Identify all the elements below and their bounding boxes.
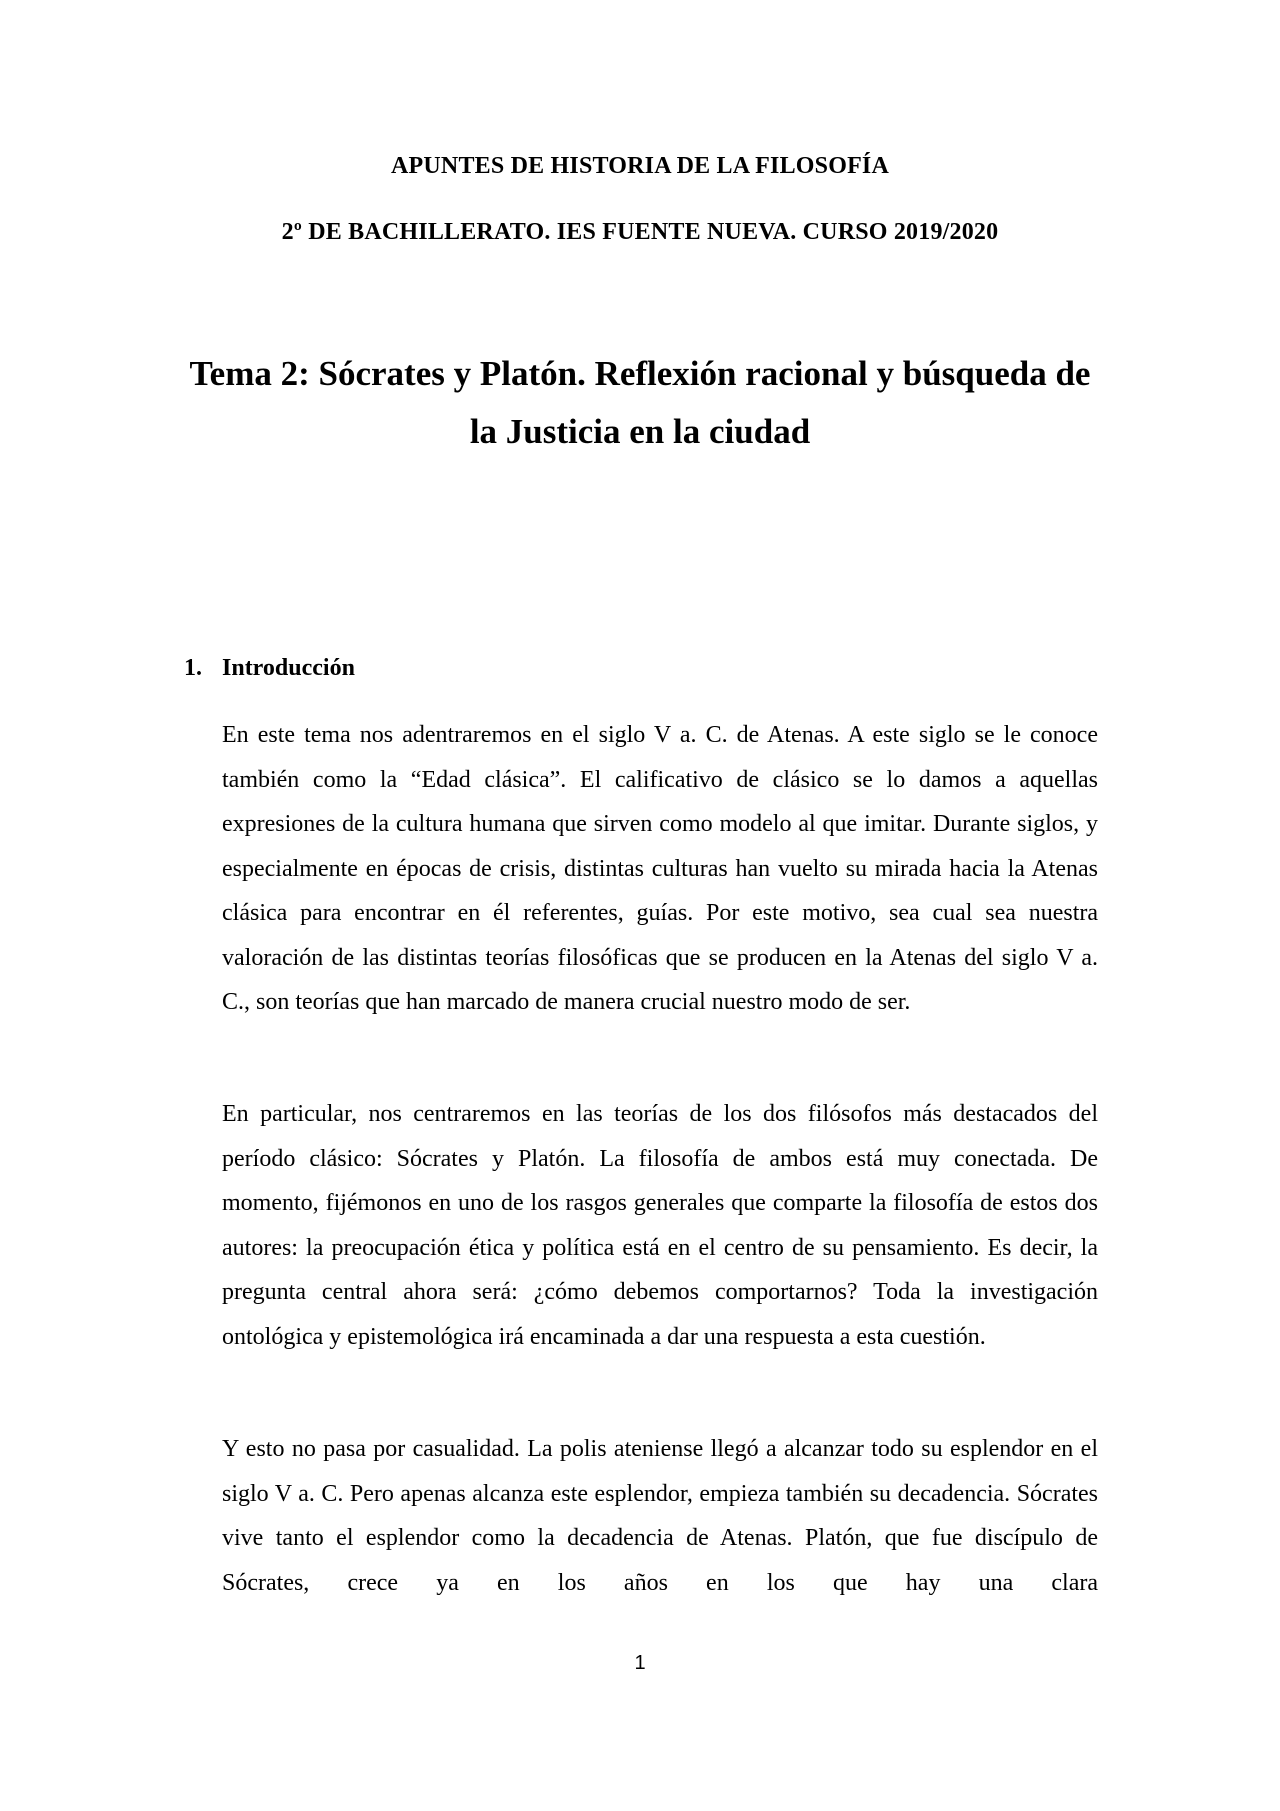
page-title-line-2: la Justicia en la ciudad	[469, 412, 811, 451]
course-header-subtitle: 2º DE BACHILLERATO. IES FUENTE NUEVA. CURSO 2019/2020	[281, 219, 999, 245]
section-heading-text: Introducción	[222, 655, 355, 681]
course-header-title: APUNTES DE HISTORIA DE LA FILOSOFÍA	[390, 153, 889, 179]
page-number: 1	[634, 1652, 646, 1674]
section-heading	[184, 655, 355, 682]
paragraph: En particular, nos centraremos en las teorías de los dos filósofos más destacados del período clásico: Sócrates y Platón. La filosofía de ambos está muy conectada. De momento, fijémonos en uno de los rasgos generales que comparte la filosofía de estos dos autores: la preocupación ética y política está en el centro de su pensamiento. Es decir, la pregunta central ahora será: ¿cómo debemos comportarnos? Toda la investigación ontológica y epistemológica irá encaminada a dar una respuesta a esta cuestión.	[222, 1101, 1098, 1350]
page-title	[140, 345, 1140, 461]
paragraph: Y esto no pasa por casualidad. La polis ateniense llegó a alcanzar todo su esplendor en el siglo V a. C. Pero apenas alcanza este esplendor, empieza también su decadencia. Sócrates vive tanto el esplendor como la decadencia de Atenas. Platón, que fue discípulo de Sócrates, crece ya en los años en los que hay una clara	[222, 1436, 1098, 1596]
paragraph: En este tema nos adentraremos en el siglo V a. C. de Atenas. A este siglo se le conoce también como la “Edad clásica”. El calificativo de clásico se lo damos a aquellas expresiones de la cultura humana que sirven como modelo al que imitar. Durante siglos, y especialmente en épocas de crisis, distintas culturas han vuelto su mirada hacia la Atenas clásica para encontrar en él referentes, guías. Por este motivo, sea cual sea nuestra valoración de las distintas teorías filosóficas que se producen en la Atenas del siglo V a. C., son teorías que han marcado de manera crucial nuestro modo de ser.	[222, 722, 1098, 1015]
page-title-line-1: Tema 2: Sócrates y Platón. Reflexión racional y búsqueda de	[189, 354, 1091, 393]
section-number: 1.	[184, 655, 202, 681]
